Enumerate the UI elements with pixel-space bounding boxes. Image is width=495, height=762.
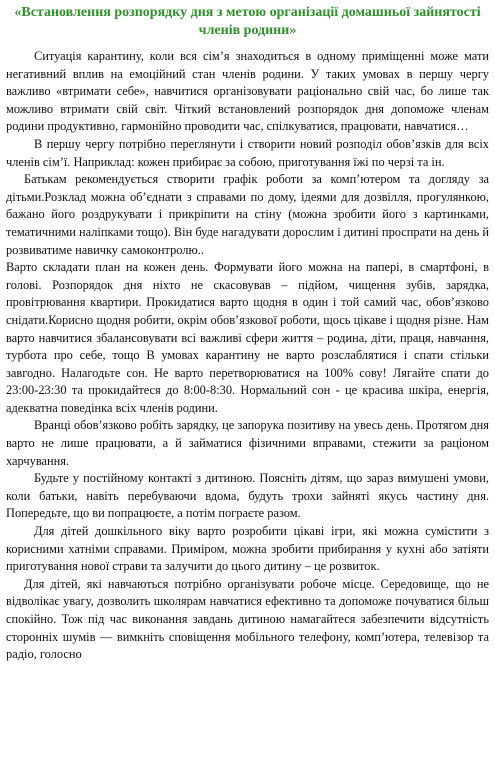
paragraph-1: Ситуація карантину, коли вся сім’я знаходиться в одному приміщенні може мати негативний вплив на емоційний стан членів родини. У таких умовах в першу чергу важливо «втримати себе», навчитися організовувати раціонально свій час, бо лише так можливо втримати свій світ. Чіткий встановлений розпорядок дня допоможе членам родини продуктивно, гармонійно проводити час, спілкуватися, працювати, навчатися… bbox=[6, 49, 489, 134]
paragraph-4: Варто складати план на кожен день. Формувати його можна на папері, в смартфоні, в голові. Розпорядок дня ніхто не скасовував – підйом, чищення зубів, зарядка, провітрювання квартири. Прокидатися варто щодня в один і той самий час, обов’язково снідати.Корисно щодня робити, окрім обов’язкової роботи, щось цікаве і щодня різне. Нам варто навчитися збалансовувати всі важливі сфери життя – родина, діти, праця, навчання, турбота про себе, тощо В умовах карантину не варто розслаблятися і спати стільки завгодно. Налагодьте сон. Не варто перетворюватися на 100% сову! Лягайте спати до 23:00-23:30 та прокидайтеся до 8:00-8:30. Нормальний сон - це красива шкіра, енергія, адекватна поведінка всіх членів родини. bbox=[6, 260, 489, 415]
document-title: «Встановлення розпорядку дня з метою організації домашньої зайнятості членів родини» bbox=[14, 5, 481, 38]
paragraph-6: Будьте у постійному контакті з дитиною. Поясніть дітям, що зараз вимушені умови, коли батьки, навіть перебуваючи вдома, будуть трохи зайняті якусь частину дня. Попередьте, що ви попрацюєте, а потім пограєте разом. bbox=[6, 471, 489, 521]
paragraph-7: Для дітей дошкільного віку варто розробити цікаві ігри, які можна сумістити з корисними хатніми справами. Приміром, можна зробити прибирання у кухні або затіяти приготування нової страви та залучити до цього дитину – це розвиток. bbox=[6, 524, 489, 574]
paragraph-3: Батькам рекомендується створити графік роботи за комп’ютером та догляду за дітьми.Розклад можна об’єднати з справами по дому, ідеями для дозвілля, прогулянкою, бажано його роздрукувати і прикріпити на стіну (можна зробити його з картинками, тематичними наліпками тощо). Він буде нагадувати дорослим і дитині проспрати на день й розвиватиме навичку самоконтролю.. bbox=[6, 172, 489, 257]
paragraph-5: Вранці обов’язково робіть зарядку, це запорука позитиву на увесь день. Протягом дня варто не лише працювати, а й займатися фізичними вправами, стежити за раціоном харчування. bbox=[6, 418, 489, 468]
paragraph-8: Для дітей, які навчаються потрібно організувати робоче місце. Середовище, що не відволікає увагу, дозволить школярам навчатися ефективно та допоможе почуватися більш спокійно. Тож під час виконання завдань дитиною намагайтеся забезпечити відсутність сторонніх шумів — вимкніть сповіщення мобільного телефону, комп’ютера, телевізор та радіо, голосно bbox=[6, 576, 489, 662]
paragraph-2: В першу чергу потрібно переглянути і створити новий розподіл обов’язків для всіх членів сім’ї. Наприклад: кожен прибирає за собою, приготування їжі по черзі та ін. bbox=[6, 136, 489, 169]
